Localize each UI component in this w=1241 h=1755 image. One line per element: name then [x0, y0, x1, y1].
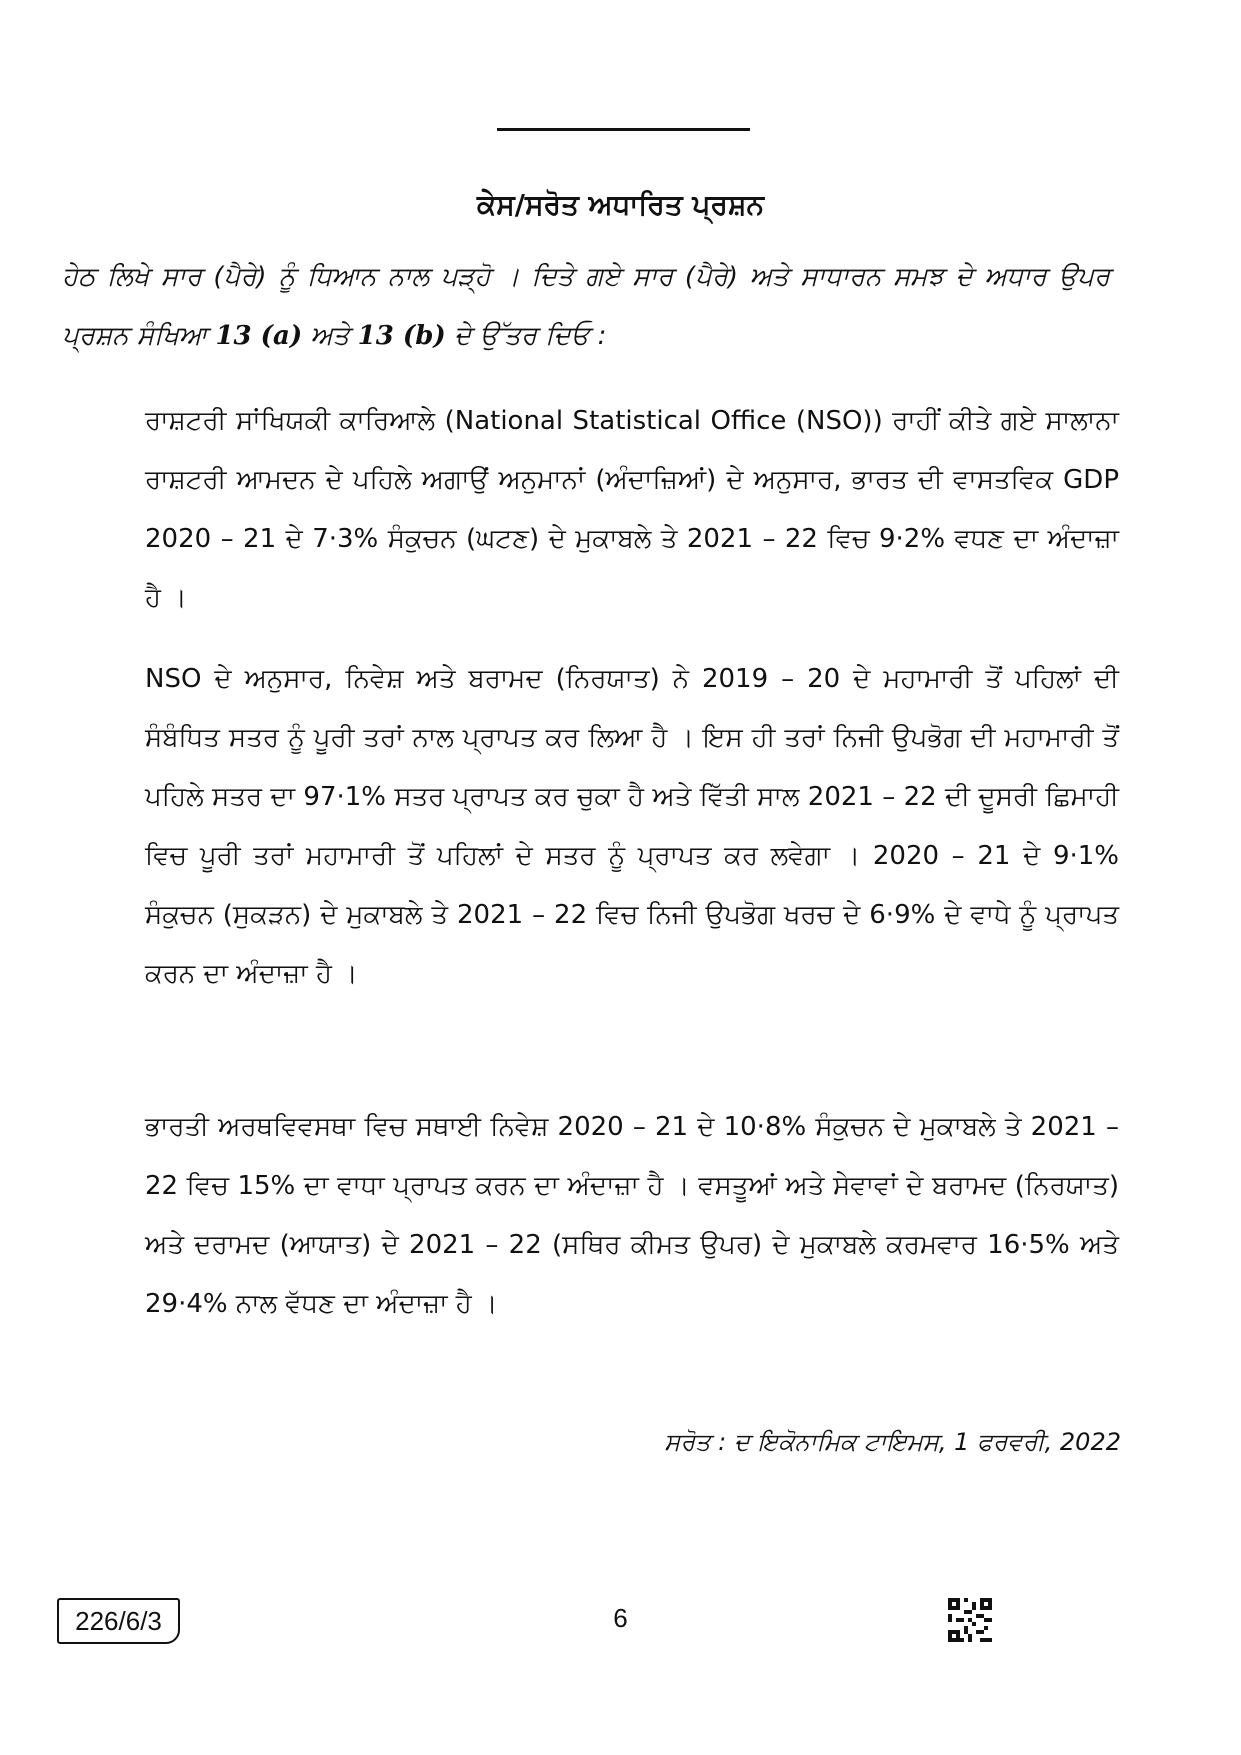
question-ref-a: 13 (a)	[215, 321, 303, 351]
instruction-line-2-start: ਦੇ ਅਧਾਰ ਉਪਰ ਪ੍ਰਸ਼ਨ ਸੰਖਿਆ	[62, 262, 1111, 351]
passage-paragraph-3	[145, 1098, 1119, 1334]
instruction-line-1: ਹੇਠ ਲਿਖੇ ਸਾਰ (ਪੈਰੇ) ਨੂੰ ਧਿਆਨ ਨਾਲ ਪੜ੍ਹੋ । ਦਿਤੇ ਗਏ ਸਾਰ (ਪੈਰੇ) ਅਤੇ ਸਾਧਾਰਨ ਸਮਝ	[62, 262, 944, 292]
paragraph-text: ਭਾਰਤੀ ਅਰਥਵਿਵਸਥਾ ਵਿਚ ਸਥਾਈ ਨਿਵੇਸ਼ 2020 – 21 ਦੇ 10·8% ਸੰਕੁਚਨ ਦੇ ਮੁਕਾਬਲੇ ਤੇ 2021 – 22 ਵਿਚ 15% ਦਾ ਵਾਧਾ ਪ੍ਰਾਪਤ ਕਰਨ ਦਾ ਅੰਦਾਜ਼ਾ ਹੈ । ਵਸਤੂਆਂ ਅਤੇ ਸੇਵਾਵਾਂ ਦੇ ਬਰਾਮਦ (ਨਿਰਯਾਤ) ਅਤੇ ਦਰਾਮਦ (ਆਯਾਤ) ਦੇ 2021 – 22 (ਸਥਿਰ ਕੀਮਤ ਉਪਰ) ਦੇ ਮੁਕਾਬਲੇ ਕਰਮਵਾਰ 16·5% ਅਤੇ 29·4% ਨਾਲ ਵੱਧਣ ਦਾ ਅੰਦਾਜ਼ਾ ਹੈ ।	[145, 1112, 1119, 1319]
top-divider	[497, 128, 750, 131]
paper-code-box: 226/6/3	[57, 1598, 180, 1644]
passage-paragraph-1	[145, 392, 1119, 628]
section-heading: ਕੇਸ/ਸਰੋਤ ਅਧਾਰਿਤ ਪ੍ਰਸ਼ਨ	[477, 188, 764, 221]
paragraph-text: ਰਾਸ਼ਟਰੀ ਸਾਂਖਿਯਕੀ ਕਾਰਿਆਲੇ (National Statistical Office (NSO)) ਰਾਹੀਂ ਕੀਤੇ ਗਏ ਸਾਲਾਨਾ ਰਾਸ਼ਟਰੀ ਆਮਦਨ ਦੇ ਪਹਿਲੇ ਅਗਾਉਂ ਅਨੁਮਾਨਾਂ (ਅੰਦਾਜ਼ਿਆਂ) ਦੇ ਅਨੁਸਾਰ, ਭਾਰਤ ਦੀ ਵਾਸਤਵਿਕ GDP 2020 – 21 ਦੇ 7·3% ਸੰਕੁਚਨ (ਘਟਣ) ਦੇ ਮੁਕਾਬਲੇ ਤੇ 2021 – 22 ਵਿਚ 9·2% ਵਧਣ ਦਾ ਅੰਦਾਜ਼ਾ ਹੈ ।	[145, 406, 1119, 613]
qr-code-icon	[948, 1598, 992, 1642]
paragraph-text: NSO ਦੇ ਅਨੁਸਾਰ, ਨਿਵੇਸ਼ ਅਤੇ ਬਰਾਮਦ (ਨਿਰਯਾਤ) ਨੇ 2019 – 20 ਦੇ ਮਹਾਮਾਰੀ ਤੋਂ ਪਹਿਲਾਂ ਦੀ ਸੰਬੰਧਿਤ ਸਤਰ ਨੂੰ ਪੂਰੀ ਤਰਾਂ ਨਾਲ ਪ੍ਰਾਪਤ ਕਰ ਲਿਆ ਹੈ । ਇਸ ਹੀ ਤਰਾਂ ਨਿਜੀ ਉਪਭੋਗ ਦੀ ਮਹਾਮਾਰੀ ਤੋਂ ਪਹਿਲੇ ਸਤਰ ਦਾ 97·1% ਸਤਰ ਪ੍ਰਾਪਤ ਕਰ ਚੁਕਾ ਹੈ ਅਤੇ ਵਿੱਤੀ ਸਾਲ 2021 – 22 ਦੀ ਦੂਸਰੀ ਛਿਮਾਹੀ ਵਿਚ ਪੂਰੀ ਤਰਾਂ ਮਹਾਮਾਰੀ ਤੋਂ ਪਹਿਲਾਂ ਦੇ ਸਤਰ ਨੂੰ ਪ੍ਰਾਪਤ ਕਰ ਲਵੇਗਾ । 2020 – 21 ਦੇ 9·1% ਸੰਕੁਚਨ (ਸੁਕੜਨ) ਦੇ ਮੁਕਾਬਲੇ ਤੇ 2021 – 22 ਵਿਚ ਨਿਜੀ ਉਪਭੋਗ ਖਰਚ ਦੇ 6·9% ਦੇ ਵਾਧੇ ਨੂੰ ਪ੍ਰਾਪਤ ਕਰਨ ਦਾ ਅੰਦਾਜ਼ਾ ਹੈ ।	[145, 664, 1119, 989]
source-citation: ਸਰੋਤ : ਦ ਇਕੋਨਾਮਿਕ ਟਾਇਮਸ, 1 ਫਰਵਰੀ, 2022	[664, 1428, 1121, 1456]
instruction-line-2-end: ਦੇ ਉੱਤਰ ਦਿਓ :	[445, 321, 607, 351]
passage-paragraph-2	[145, 650, 1119, 1004]
instruction-connector: ਅਤੇ	[302, 321, 358, 351]
question-ref-b: 13 (b)	[357, 321, 446, 351]
page-number: 6	[613, 1603, 628, 1633]
instruction-text	[62, 248, 1110, 366]
